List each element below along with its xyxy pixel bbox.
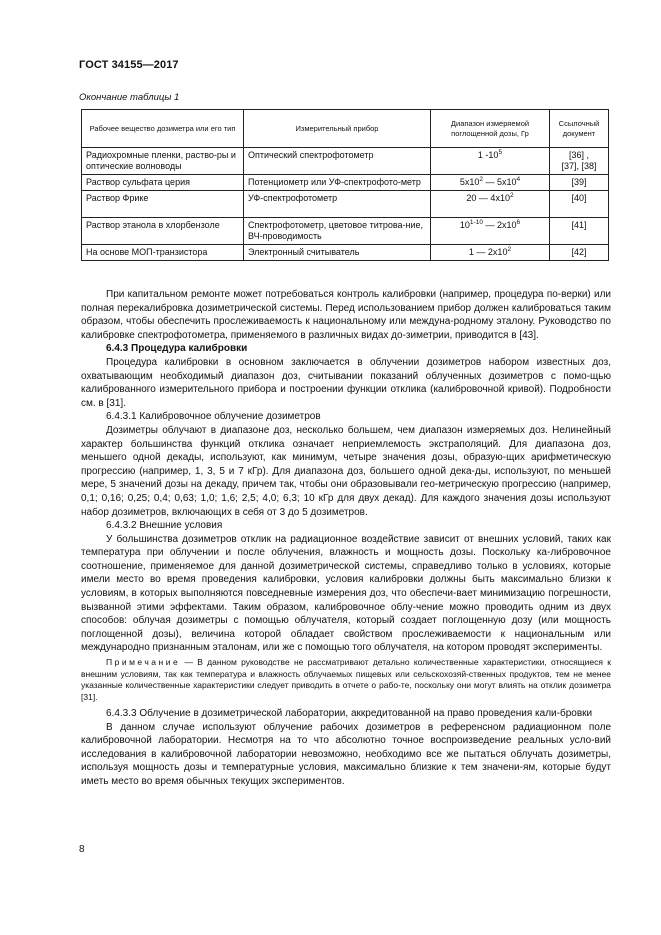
cell-range: 1 $-10^5$ bbox=[431, 148, 550, 175]
cell-instrument: Электронный считыватель bbox=[244, 245, 431, 261]
subsection-heading: 6.4.3.2 Внешние условия bbox=[106, 520, 223, 532]
cell-range: $5х10^2$ — $5х10^4$ bbox=[431, 175, 550, 191]
cell-substance: Раствор Фрике bbox=[82, 191, 244, 218]
cell-reference: [42] bbox=[550, 245, 609, 261]
cell-instrument: Оптический спектрофотометр bbox=[244, 148, 431, 175]
col-header-instrument: Измерительный прибор bbox=[244, 110, 431, 148]
table-row bbox=[82, 191, 609, 218]
subsection-heading: 6.4.3.3 Облучение в дозиметрической лаборатории, аккредитованной на право проведения кали-бровки bbox=[106, 708, 593, 720]
cell-range: 10$^{1-10}$ — $2х10^6$ bbox=[431, 218, 550, 245]
dosimeter-table bbox=[81, 109, 609, 261]
cell-instrument: Спектрофотометр, цветовое титрова-ние, ВЧ-проводимость bbox=[244, 218, 431, 245]
cell-substance: Раствор этанола в хлорбензоле bbox=[82, 218, 244, 245]
cell-range: 1 — $2х10^2$ bbox=[431, 245, 550, 261]
cell-instrument: УФ-спектрофотометр bbox=[244, 191, 431, 218]
table-row bbox=[82, 245, 609, 261]
document-code: ГОСТ 34155—2017 bbox=[79, 59, 179, 71]
section-heading: 6.4.3 Процедура калибровки bbox=[106, 343, 248, 355]
paragraph: Процедура калибровки в основном заключается в облучении дозиметров набором известных доз, охватывающим необходимый диапазон доз, считывании показаний облученных дозиметров с помо-щью калиброванного измерительного прибора и построении функции отклика (калибровочной кривой). Подробности см. в [31]. bbox=[81, 356, 611, 409]
table-caption: Окончание таблицы 1 bbox=[79, 92, 180, 103]
paragraph: Дозиметры облучают в диапазоне доз, несколько большем, чем диапазон измеряемых доз. Нелинейный характер большинства функций отклика означает неприемлемость экстраполяций. Для диапазона доз, меньшего одной декады, используют, как минимум, четыре значения дозы, образую-щих арифметическую прогрессию (например, 1, 3, 5 и 7 кГр). Для диапазона доз, большего одной дека-ды, используют, по меньшей мере, 5 значений дозы на декаду, причем так, чтобы они образовывали гео-метрическую прогрессию (например, 0,1; 0,16; 0,25; 0,4; 0,63; 1,0; 1,6; 2,5; 4,0; 6,3; 10 кГр для двух декад). Для каждого значения дозы используют набор дозиметров, включающих в себя от 3 до 5 дозиметров. bbox=[81, 424, 611, 518]
paragraph: В данном случае используют облучение рабочих дозиметров в референсном радиационном поле калибровочной лаборатории. Несмотря на то что абсолютно точное воспроизведение реальных усло-вий исследования в калибровочной лаборатории невозможно, необходимо все же пытаться облучать дозиметры, используя мощность дозы и температурные условия, максимально близкие к тем значени-ям, которые будут иметь место во время обычных текущих экспериментов. bbox=[81, 721, 611, 787]
note-label: Примечание bbox=[106, 657, 181, 668]
table-row bbox=[82, 175, 609, 191]
cell-range: 20 — $4х10^2$ bbox=[431, 191, 550, 218]
table-row bbox=[82, 148, 609, 175]
col-header-range: Диапазон измеряемой поглощенной дозы, Гр bbox=[431, 110, 550, 148]
cell-substance: Раствор сульфата церия bbox=[82, 175, 244, 191]
col-header-substance: Рабочее вещество дозиметра или его тип bbox=[82, 110, 244, 148]
cell-reference: [36] , [37], [38] bbox=[550, 148, 609, 175]
cell-instrument: Потенциометр или УФ-спектрофото-метр bbox=[244, 175, 431, 191]
cell-substance: Радиохромные пленки, раство-ры и оптические волноводы bbox=[82, 148, 244, 175]
body-text bbox=[81, 288, 611, 789]
cell-reference: [40] bbox=[550, 191, 609, 218]
cell-reference: [39] bbox=[550, 175, 609, 191]
subsection-heading: 6.4.3.1 Калибровочное облучение дозиметров bbox=[106, 411, 321, 423]
paragraph: При капитальном ремонте может потребоваться контроль калибровки (например, процедура по-верки) или полная перекалибровка дозиметрической системы. Перед использованием прибор должен калиброваться таким образом, чтобы обеспечить прослеживаемость к национальному или междуна-родному эталону. Руководство по калибровке спектрофотометра, применяемого в различных видах до-зиметрии, приводится в [43]. bbox=[81, 289, 611, 341]
cell-reference: [41] bbox=[550, 218, 609, 245]
page-number: 8 bbox=[79, 844, 85, 855]
note bbox=[81, 657, 611, 703]
table-header-row bbox=[82, 110, 609, 148]
cell-substance: На основе МОП-транзистора bbox=[82, 245, 244, 261]
table-row bbox=[82, 218, 609, 245]
note-text: — В данном руководстве не рассматривают детально количественные характеристики, относящиеся к внешним условиям, так как температура и влажность облучаемых пищевых или сельскохозяй-ственных продуктов, тем не менее указанные количественные характеристики следует приводить в отчете о рабо-те, поскольку они могут влиять на отклик дозиметра [31]. bbox=[81, 657, 611, 702]
paragraph: У большинства дозиметров отклик на радиационное воздействие зависит от внешних условий, таких как температура при облучении и после облучения, влажность и мощность дозы. Поскольку ка-либровочное соотношение, применяемое для данной дозиметрической системы, справедливо только в условиях, которые имели место во время проведения калибровки, условия калибровки должны быть максимально близки к условиям, в которых выполняются повседневные измерения доз, что обеспечи-вает минимизацию погрешности, вызванной этими эффектами. Таким образом, калибровочное облу-чение можно проводить одним из двух способов: облучая дозиметры с помощью облучателя, который создает поглощенную дозу (или мощность поглощенной дозы), величина которой обладает свойством прослеживаемости к национальным или международно признанным эталонам, или же с помощью того облучателя, на котором проводят эксперименты. bbox=[81, 533, 611, 654]
col-header-reference: Ссылочный документ bbox=[550, 110, 609, 148]
